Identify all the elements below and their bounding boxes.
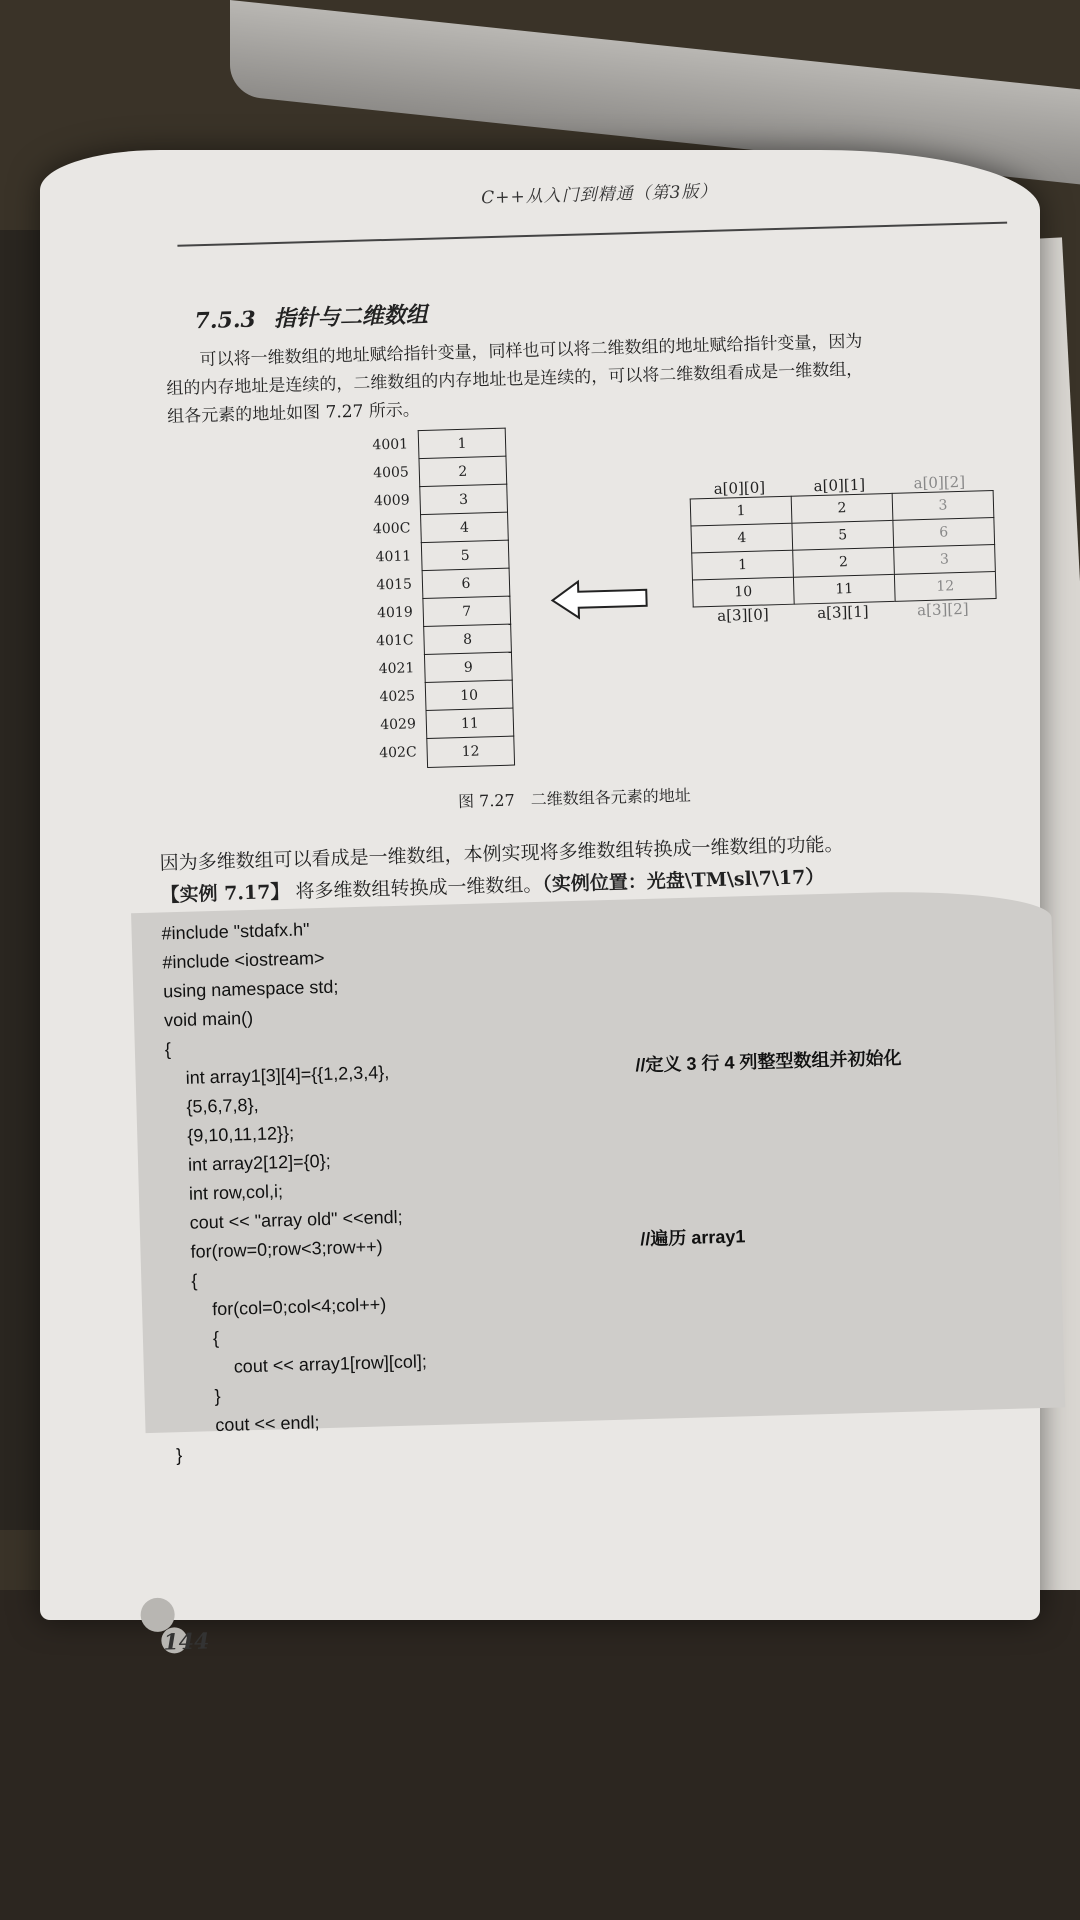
code-text: void main(): [163, 1007, 254, 1031]
memory-address: 4015: [376, 576, 413, 594]
code-text: {: [172, 1328, 220, 1350]
page-number: 144: [163, 1628, 210, 1656]
grid-cell: 4: [690, 523, 792, 553]
memory-address: 4001: [372, 436, 409, 454]
left-arrow-icon: [550, 576, 651, 623]
memory-row: [373, 486, 469, 514]
memory-cell: 8: [423, 624, 512, 655]
page-content: [60, 133, 1060, 1656]
memory-row: [375, 626, 473, 654]
memory-row: [380, 710, 480, 738]
code-text: {: [164, 1039, 172, 1060]
code-text: int array1[3][4]={{1,2,3,4},: [165, 1062, 390, 1089]
memory-cell: 2: [418, 456, 507, 487]
code-text: }: [175, 1445, 183, 1466]
intro-line: 可以将一维数组的地址赋给指针变量，同样也可以将二维数组的地址赋给指针变量，因为: [199, 331, 863, 371]
memory-cell: 10: [425, 680, 514, 711]
grid-bottom-label: a[3][2]: [916, 599, 969, 620]
code-text: }: [174, 1386, 221, 1408]
example-label: 【实例 7.17】: [160, 880, 290, 907]
memory-cell: 6: [422, 568, 511, 599]
memory-row: [379, 682, 479, 710]
code-text: {: [171, 1270, 198, 1292]
memory-row: [372, 430, 467, 458]
two-d-array-grid: [689, 472, 997, 625]
grid-cell: 3: [892, 490, 995, 520]
intro-line: 组各元素的地址如图 7.27 所示。: [166, 400, 421, 428]
code-block: [161, 895, 1056, 1470]
code-text: {5,6,7,8},: [166, 1094, 259, 1118]
header-rule: [177, 222, 1007, 247]
memory-cell: 5: [421, 540, 510, 571]
memory-cell: 3: [419, 484, 508, 515]
memory-address: 4029: [380, 716, 417, 734]
code-comment: //定义 3 行 4 列整型数组并初始化: [635, 1047, 902, 1076]
grid-cell: 12: [894, 571, 997, 602]
figure-number: 图 7.27: [457, 790, 516, 812]
memory-cell: 7: [422, 596, 511, 627]
grid-cell: 1: [690, 496, 792, 526]
grid-rows: [690, 490, 997, 607]
code-text: cout << endl;: [175, 1412, 320, 1437]
grid-top-label: a[0][1]: [813, 475, 866, 496]
intro-paragraph: [165, 324, 997, 431]
memory-cell: 1: [418, 428, 507, 459]
section-title: [194, 298, 428, 336]
memory-address: 4009: [373, 492, 410, 510]
code-text: #include <iostream>: [162, 947, 325, 973]
memory-row: [373, 458, 468, 486]
memory-row: [375, 542, 470, 570]
grid-top-label: a[0][0]: [713, 478, 766, 498]
memory-cell: 9: [424, 652, 513, 683]
code-text: cout << array1[row][col];: [173, 1351, 428, 1379]
section-number: 7.5.3: [194, 306, 257, 335]
memory-row: [379, 738, 480, 766]
memory-address: 4021: [378, 660, 415, 678]
code-text: {9,10,11,12}};: [167, 1122, 295, 1147]
figure-caption-text: 二维数组各元素的地址: [530, 785, 691, 810]
memory-address: 400C: [372, 520, 411, 538]
memory-cell: 4: [420, 512, 509, 543]
code-comment: //遍历 array1: [640, 1226, 746, 1250]
memory-row: [378, 654, 474, 682]
code-text: for(col=0;col<4;col++): [171, 1294, 387, 1321]
grid-cell: 2: [792, 547, 894, 577]
grid-bottom-label: a[3][1]: [816, 602, 869, 623]
code-text: cout << "array old" <<endl;: [169, 1206, 403, 1234]
memory-address: 402C: [379, 744, 417, 762]
code-text: using namespace std;: [162, 976, 339, 1002]
grid-cell: 6: [892, 517, 995, 547]
grid-cell: 10: [692, 577, 794, 608]
memory-row: [376, 598, 472, 626]
grid-cell: 5: [791, 520, 893, 550]
memory-address: 401C: [375, 632, 414, 650]
memory-cell: 11: [425, 708, 514, 739]
memory-cell: 12: [426, 736, 515, 768]
memory-address: 4011: [375, 548, 412, 566]
code-text: #include "stdafx.h": [161, 919, 310, 944]
code-text: for(row=0;row<3;row++): [170, 1236, 383, 1263]
memory-row: [372, 514, 470, 542]
grid-cell: 3: [893, 544, 996, 574]
grid-cell: 11: [793, 574, 895, 605]
grid-bottom-label: a[3][0]: [716, 605, 769, 625]
description-line: 因为多维数组可以看成是一维数组，本例实现将多维数组转换成一维数组的功能。: [159, 833, 844, 875]
section-heading: 指针与二维数组: [273, 301, 429, 333]
grid-cell: 2: [791, 493, 893, 523]
intro-line: 组的内存地址是连续的，二维数组的内存地址也是连续的，可以将二维数组看成是一维数组，: [166, 359, 864, 400]
running-head: C++从入门到精通（第3版）: [480, 181, 718, 209]
code-text: int array2[12]={0};: [167, 1150, 331, 1176]
figure-caption: [458, 783, 691, 812]
example-location: （实例位置：光盘\TM\sl\7\17）: [542, 865, 825, 896]
memory-address: 4019: [376, 604, 413, 622]
memory-row: [376, 570, 471, 598]
memory-address: 4005: [373, 464, 410, 482]
grid-top-label: a[0][2]: [913, 472, 966, 493]
memory-address: 4025: [379, 688, 416, 706]
example-text: 将多维数组转换成一维数组。: [295, 873, 543, 903]
code-text: int row,col,i;: [168, 1181, 284, 1205]
memory-column: [372, 430, 480, 766]
grid-cell: 1: [691, 550, 793, 580]
